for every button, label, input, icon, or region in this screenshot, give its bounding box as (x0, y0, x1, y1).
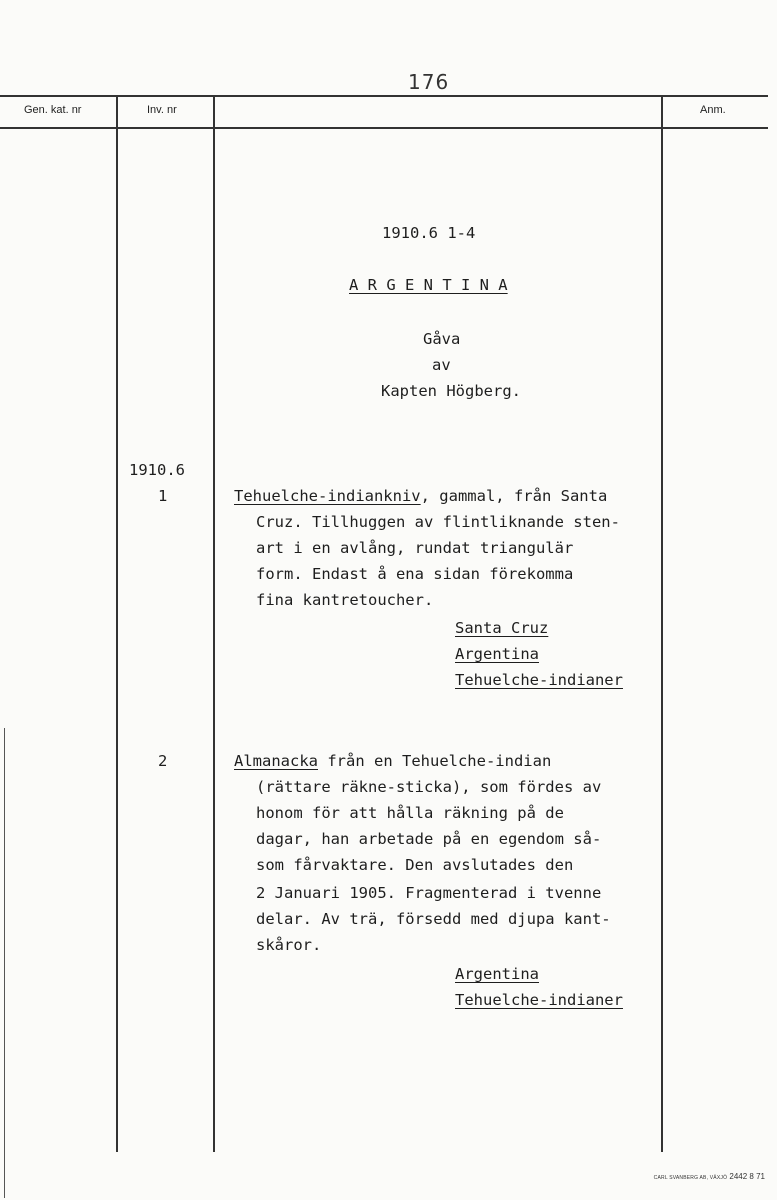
entry-2-keyword: Argentina (455, 965, 539, 983)
entry-2-line: honom för att hålla räkning på de (256, 804, 564, 822)
entry-2-keyword: Tehuelche-indianer (455, 991, 623, 1009)
entry-2-line: (rättare räkne-sticka), som fördes av (256, 778, 602, 796)
entry-1-line: fina kantretoucher. (256, 591, 434, 609)
header-anm: Anm. (700, 104, 726, 116)
entry-1-title: Tehuelche-indiankniv (234, 487, 421, 505)
entry-1-inv-prefix: 1910.6 (129, 461, 185, 479)
entry-2-first-line (234, 748, 551, 774)
gift-line-2: av (432, 356, 451, 374)
entry-2-line: dagar, han arbetade på en egendom så- (256, 830, 602, 848)
entry-2-line: 2 Januari 1905. Fragmenterad i tvenne (256, 884, 602, 902)
entry-2-title: Almanacka (234, 752, 318, 770)
entry-1-keyword: Tehuelche-indianer (455, 671, 623, 689)
donor: Kapten Högberg. (381, 382, 521, 400)
number-range: 1910.6 1-4 (382, 224, 476, 242)
entry-2-line: skåror. (256, 936, 322, 954)
country-heading: A R G E N T I N A (349, 276, 508, 294)
printer-code: 2442 8 71 (729, 1172, 765, 1181)
entry-1-first-line-rest: , gammal, från Santa (420, 487, 608, 505)
column-divider-2 (213, 95, 215, 1152)
printer-name: CARL SVANBERG AB, VÄXJÖ (653, 1175, 728, 1181)
printer-imprint (654, 1172, 765, 1181)
page-number: 176 (408, 70, 450, 94)
entry-1-inv-no: 1 (158, 487, 168, 505)
entry-2-inv-no: 2 (158, 752, 168, 770)
header-inv-nr: Inv. nr (147, 104, 177, 116)
entry-1-keyword: Argentina (455, 645, 539, 663)
entry-2-first-line-rest: från en Tehuelche-indian (318, 752, 552, 770)
entry-1-line: Cruz. Tillhuggen av flintliknande sten- (256, 513, 620, 531)
entry-1-line: art i en avlång, rundat triangulär (256, 539, 574, 557)
entry-2-line: som fårvaktare. Den avslutades den (256, 856, 574, 874)
column-divider-3 (661, 95, 663, 1152)
left-margin-mark (4, 728, 5, 1198)
entry-1-line: form. Endast å ena sidan förekomma (256, 565, 574, 583)
header-gen-kat-nr: Gen. kat. nr (24, 104, 82, 116)
column-divider-1 (116, 95, 118, 1152)
entry-1-first-line (234, 483, 607, 509)
entry-2-line: delar. Av trä, försedd med djupa kant- (256, 910, 611, 928)
gift-line-1: Gåva (423, 330, 461, 348)
entry-1-keyword: Santa Cruz (455, 619, 549, 637)
